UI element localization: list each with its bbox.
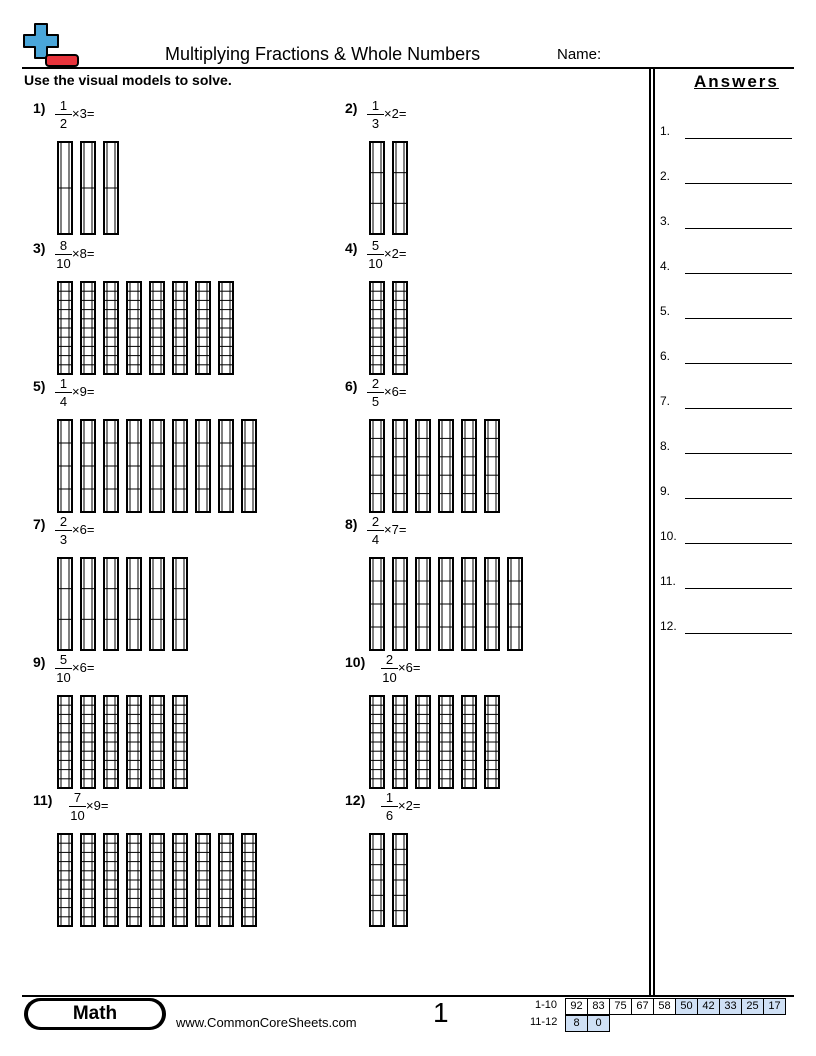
answer-row [660, 574, 792, 594]
answer-blank[interactable] [685, 228, 792, 229]
multiplier: ×6= [384, 384, 407, 399]
fraction-strip [242, 834, 256, 926]
fraction-strip [127, 834, 141, 926]
problem-number: 4) [345, 240, 358, 256]
numerator: 1 [371, 98, 380, 113]
score-cell: 25 [742, 999, 764, 1015]
fraction-bar [367, 530, 384, 531]
numerator: 2 [59, 514, 68, 529]
visual-models [369, 141, 415, 235]
fraction-strip [439, 558, 453, 650]
fraction-bar [367, 114, 384, 115]
multiplier: ×9= [72, 384, 95, 399]
problem-number: 10) [345, 654, 366, 670]
visual-models [57, 419, 264, 513]
answer-blank[interactable] [685, 183, 792, 184]
fraction-strip [58, 834, 72, 926]
fraction [367, 376, 384, 409]
fraction-strip [58, 282, 72, 374]
score-table [565, 1015, 610, 1032]
answer-blank[interactable] [685, 498, 792, 499]
column-divider [649, 68, 651, 995]
fraction-strip [58, 142, 72, 234]
score-table [565, 998, 786, 1015]
visual-models [369, 281, 415, 375]
score-cell: 75 [610, 999, 632, 1015]
problem-number: 2) [345, 100, 358, 116]
score-cell: 92 [566, 999, 588, 1015]
answer-number: 10. [660, 529, 677, 543]
fraction [55, 238, 72, 271]
footer-divider [22, 995, 794, 997]
visual-models [57, 281, 241, 375]
fraction-strip [104, 558, 118, 650]
score-cell: 33 [720, 999, 742, 1015]
fraction-strip [173, 834, 187, 926]
fraction-strip [462, 696, 476, 788]
fraction-strip [416, 696, 430, 788]
score-cell: 67 [632, 999, 654, 1015]
fraction-bar [55, 114, 72, 115]
fraction-bar [381, 668, 398, 669]
denominator: 10 [70, 808, 85, 823]
fraction-strip [508, 558, 522, 650]
fraction-strip [81, 420, 95, 512]
fraction-strip [485, 558, 499, 650]
fraction-strip [104, 420, 118, 512]
answer-number: 8. [660, 439, 671, 453]
answer-row [660, 214, 792, 234]
answer-number: 4. [660, 259, 671, 273]
subject-badge [24, 998, 166, 1030]
answer-blank[interactable] [685, 273, 792, 274]
fraction-strip [81, 558, 95, 650]
denominator: 2 [59, 116, 68, 131]
fraction [55, 98, 72, 131]
answer-row [660, 349, 792, 369]
fraction-strip [393, 558, 407, 650]
score-cell: 8 [566, 1016, 588, 1032]
fraction [55, 376, 72, 409]
answer-number: 5. [660, 304, 671, 318]
fraction-strip [393, 696, 407, 788]
problem-number: 6) [345, 378, 358, 394]
multiplier: ×3= [72, 106, 95, 121]
answer-blank[interactable] [685, 588, 792, 589]
answer-blank[interactable] [685, 138, 792, 139]
name-label: Name: [557, 46, 602, 63]
visual-models [57, 557, 195, 651]
answer-blank[interactable] [685, 408, 792, 409]
denominator: 10 [56, 670, 71, 685]
problem-number: 5) [33, 378, 46, 394]
problem-number: 7) [33, 516, 46, 532]
fraction-strip [81, 282, 95, 374]
instructions: Use the visual models to solve. [24, 72, 232, 88]
answer-blank[interactable] [685, 453, 792, 454]
denominator: 10 [56, 256, 71, 271]
visual-models [57, 833, 264, 927]
fraction [367, 238, 384, 271]
subject-label: Math [28, 1001, 162, 1027]
problem-number: 8) [345, 516, 358, 532]
fraction-strip [393, 834, 407, 926]
fraction-strip [104, 696, 118, 788]
visual-models [369, 695, 507, 789]
fraction-strip [150, 282, 164, 374]
numerator: 5 [59, 652, 68, 667]
answer-row [660, 304, 792, 324]
visual-models [57, 695, 195, 789]
fraction [55, 514, 72, 547]
fraction-strip [393, 420, 407, 512]
fraction-strip [462, 558, 476, 650]
fraction-bar [367, 392, 384, 393]
fraction-strip [127, 558, 141, 650]
answer-number: 2. [660, 169, 671, 183]
fraction-bar [55, 254, 72, 255]
answer-row [660, 484, 792, 504]
score-cell: 42 [698, 999, 720, 1015]
fraction-strip [370, 142, 384, 234]
fraction-strip [58, 420, 72, 512]
fraction-strip [370, 696, 384, 788]
numerator: 1 [59, 98, 68, 113]
numerator: 2 [371, 514, 380, 529]
page-number: 1 [433, 997, 449, 1028]
multiplier: ×2= [398, 798, 421, 813]
score-cell: 83 [588, 999, 610, 1015]
fraction [55, 652, 72, 685]
fraction-strip [196, 282, 210, 374]
fraction-strip [81, 834, 95, 926]
fraction-strip [104, 142, 118, 234]
header-divider [22, 67, 794, 69]
fraction [367, 514, 384, 547]
answer-number: 3. [660, 214, 671, 228]
multiplier: ×2= [384, 246, 407, 261]
worksheet-title: Multiplying Fractions & Whole Numbers [165, 44, 481, 64]
fraction-strip [439, 420, 453, 512]
answer-number: 1. [660, 124, 671, 138]
fraction-bar [55, 668, 72, 669]
fraction-strip [127, 282, 141, 374]
fraction-strip [485, 420, 499, 512]
denominator: 4 [371, 532, 380, 547]
answers-title: Answers [694, 72, 779, 91]
multiplier: ×8= [72, 246, 95, 261]
fraction-strip [462, 420, 476, 512]
visual-models [369, 557, 530, 651]
fraction-strip [196, 834, 210, 926]
numerator: 1 [385, 790, 394, 805]
fraction-strip [370, 420, 384, 512]
visual-models [369, 419, 507, 513]
fraction-strip [173, 696, 187, 788]
fraction-strip [150, 420, 164, 512]
fraction-strip [150, 834, 164, 926]
answer-row [660, 619, 792, 639]
column-divider [653, 68, 655, 995]
numerator: 2 [371, 376, 380, 391]
answer-number: 11. [660, 574, 676, 588]
fraction-strip [58, 696, 72, 788]
fraction-strip [104, 834, 118, 926]
fraction-strip [196, 420, 210, 512]
fraction-bar [367, 254, 384, 255]
fraction-strip [393, 142, 407, 234]
fraction-bar [55, 530, 72, 531]
problem-number: 3) [33, 240, 46, 256]
numerator: 2 [385, 652, 394, 667]
fraction-strip [127, 696, 141, 788]
answer-number: 6. [660, 349, 671, 363]
fraction-strip [150, 558, 164, 650]
answer-row [660, 169, 792, 189]
numerator: 1 [59, 376, 68, 391]
answer-row [660, 124, 792, 144]
visual-models [57, 141, 126, 235]
answer-number: 7. [660, 394, 671, 408]
fraction-strip [370, 834, 384, 926]
fraction-strip [219, 420, 233, 512]
problem-number: 1) [33, 100, 46, 116]
website-text: www.CommonCoreSheets.com [176, 1015, 357, 1030]
fraction-strip [242, 420, 256, 512]
numerator: 7 [73, 790, 82, 805]
fraction-strip [219, 834, 233, 926]
fraction-strip [370, 558, 384, 650]
fraction-strip [393, 282, 407, 374]
fraction-strip [416, 420, 430, 512]
problem-number: 12) [345, 792, 366, 808]
fraction-strip [485, 696, 499, 788]
fraction-strip [173, 420, 187, 512]
multiplier: ×9= [86, 798, 109, 813]
fraction-strip [104, 282, 118, 374]
answer-row [660, 259, 792, 279]
fraction [69, 790, 86, 823]
plus-minus-logo-icon [22, 22, 80, 68]
fraction-bar [69, 806, 86, 807]
score-cell: 0 [588, 1016, 610, 1032]
fraction [381, 790, 398, 823]
denominator: 3 [59, 532, 68, 547]
denominator: 6 [385, 808, 394, 823]
fraction-strip [173, 558, 187, 650]
multiplier: ×7= [384, 522, 407, 537]
answer-number: 12. [660, 619, 677, 633]
answer-blank[interactable] [685, 543, 792, 544]
answer-blank[interactable] [685, 363, 792, 364]
fraction-strip [81, 142, 95, 234]
denominator: 4 [59, 394, 68, 409]
score-cell: 58 [654, 999, 676, 1015]
answer-row [660, 529, 792, 549]
fraction [367, 98, 384, 131]
visual-models [369, 833, 415, 927]
fraction-strip [439, 696, 453, 788]
fraction-bar [55, 392, 72, 393]
numerator: 8 [59, 238, 68, 253]
fraction-strip [416, 558, 430, 650]
answer-row [660, 394, 792, 414]
answer-number: 9. [660, 484, 671, 498]
problem-number: 9) [33, 654, 46, 670]
score-range-label: 11-12 [530, 1016, 558, 1028]
multiplier: ×6= [72, 660, 95, 675]
fraction-strip [370, 282, 384, 374]
fraction-strip [219, 282, 233, 374]
denominator: 5 [371, 394, 380, 409]
denominator: 10 [368, 256, 383, 271]
numerator: 5 [371, 238, 380, 253]
fraction-strip [150, 696, 164, 788]
score-cell: 50 [676, 999, 698, 1015]
denominator: 10 [382, 670, 397, 685]
fraction-bar [381, 806, 398, 807]
multiplier: ×6= [398, 660, 421, 675]
fraction-strip [58, 558, 72, 650]
fraction-strip [173, 282, 187, 374]
answer-blank[interactable] [685, 318, 792, 319]
denominator: 3 [371, 116, 380, 131]
score-cell: 17 [764, 999, 786, 1015]
answer-row [660, 439, 792, 459]
fraction-strip [81, 696, 95, 788]
score-range-label: 1-10 [535, 999, 558, 1011]
multiplier: ×6= [72, 522, 95, 537]
multiplier: ×2= [384, 106, 407, 121]
answer-blank[interactable] [685, 633, 792, 634]
fraction-strip [127, 420, 141, 512]
fraction [381, 652, 398, 685]
problem-number: 11) [33, 792, 53, 808]
